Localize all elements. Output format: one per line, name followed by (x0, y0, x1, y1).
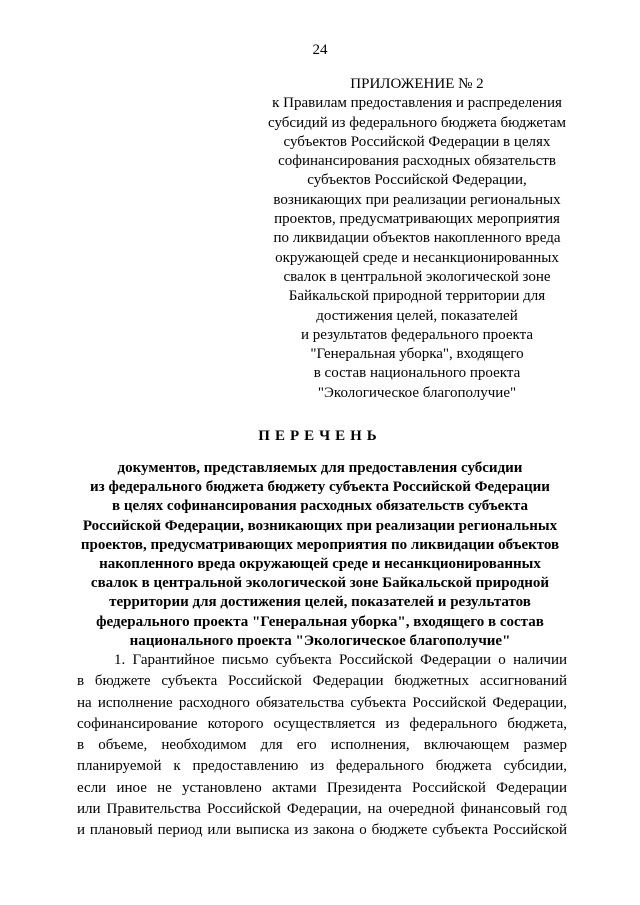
appendix-title: ПРИЛОЖЕНИЕ № 2 (350, 76, 484, 92)
body-line: в бюджете субъекта Российской Федерации бюджетных ассигнований (77, 673, 567, 690)
appendix-line: проектов, предусматривающих мероприятия (274, 211, 560, 228)
body-line: в объеме, необходимом для его исполнения, включающем размер (77, 737, 567, 754)
body-paragraph (77, 650, 567, 842)
body-line: на исполнение расходного обязательства субъекта Российской Федерации, (77, 694, 567, 711)
body-line: и плановый период или выписка из закона о бюджете субъекта Российской (77, 822, 567, 839)
appendix-line: субсидий из федерального бюджета бюджетам (268, 114, 566, 131)
appendix-line: достижения целей, показателей (316, 307, 518, 324)
document-subtitle-line: накопленного вреда окружающей среде и несанкционированных (99, 556, 541, 573)
document-subtitle-line: национального проекта "Экологическое благополучие" (129, 632, 511, 649)
document-title: ПЕРЕЧЕНЬ (258, 428, 382, 444)
appendix-line: Байкальской природной территории для (288, 288, 546, 305)
document-subtitle-line: территории для достижения целей, показателей и результатов (109, 594, 531, 611)
appendix-line: окружающей среде и несанкционированных (275, 249, 559, 266)
document-subtitle-line: Российской Федерации, возникающих при реализации региональных (82, 517, 558, 534)
appendix-line: субъектов Российской Федерации, (307, 172, 527, 189)
body-line: планируемой к предоставлению из федерального бюджета субсидии, (77, 758, 567, 775)
appendix-line: субъектов Российской Федерации в целях (283, 133, 551, 150)
document-subtitle-line: документов, представляемых для предоставления субсидии (117, 460, 523, 476)
appendix-line: в состав национального проекта (313, 365, 521, 382)
document-subtitle-line: из федерального бюджета бюджету субъекта Российской Федерации (90, 479, 550, 496)
document-subtitle-line: проектов, предусматривающих мероприятия по ликвидации объектов (80, 536, 560, 553)
document-subtitle-line: федерального проекта "Генеральная уборка", входящего в состав (96, 613, 544, 630)
appendix-line: и результатов федерального проекта (300, 326, 534, 343)
appendix-header (252, 75, 582, 403)
page-number: 24 (312, 42, 328, 58)
body-line: 1. Гарантийное письмо субъекта Российской Федерации о наличии (114, 652, 567, 668)
appendix-line: к Правилам предоставления и распределения (272, 95, 562, 112)
body-line: если иное не установлено актами Президента Российской Федерации (77, 779, 567, 796)
appendix-line: софинансирования расходных обязательств (278, 153, 556, 170)
body-line: или Правительства Российской Федерации, на очередной финансовый год (77, 801, 567, 818)
appendix-line: "Экологическое благополучие" (317, 384, 517, 401)
document-subtitle-line: свалок в центральной экологической зоне Байкальской природной (90, 575, 550, 592)
appendix-line: возникающих при реализации региональных (273, 191, 561, 208)
appendix-line: свалок в центральной экологической зоне (283, 268, 551, 285)
appendix-line: по ликвидации объектов накопленного вреда (273, 230, 561, 247)
document-subtitle-line: в целях софинансирования расходных обязательств субъекта (111, 498, 529, 515)
appendix-line: "Генеральная уборка", входящего (310, 346, 524, 363)
document-heading (60, 427, 580, 651)
body-line: софинансирование которого осуществляется из федерального бюджета, (77, 715, 567, 732)
